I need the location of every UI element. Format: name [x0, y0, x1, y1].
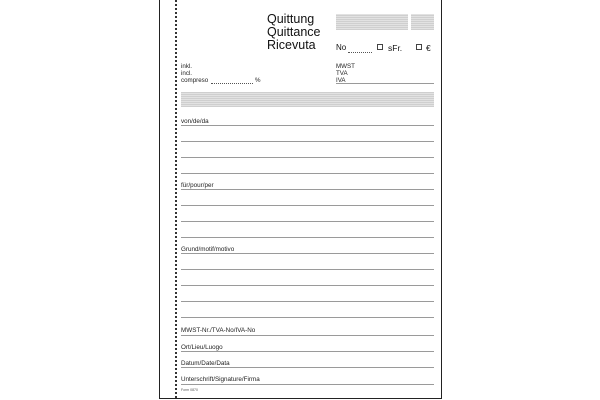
percent-sign: % — [255, 77, 261, 84]
no-label: No — [336, 43, 347, 52]
title-french: Quittance — [267, 25, 321, 39]
vat-no-label: MWST-Nr./TVA-No/IVA-No — [181, 327, 256, 334]
from-line-3[interactable] — [181, 157, 434, 158]
for-line-2[interactable] — [181, 205, 434, 206]
for-label: für/pour/per — [181, 182, 214, 189]
from-line-2[interactable] — [181, 141, 434, 142]
receipt-form — [159, 0, 442, 399]
reason-line-4[interactable] — [181, 301, 434, 302]
eur-label: € — [426, 43, 431, 53]
title-german: Quittung — [267, 12, 315, 26]
reason-line-5[interactable] — [181, 317, 434, 318]
date-line[interactable] — [181, 367, 434, 368]
vat-fr: TVA — [336, 70, 348, 77]
reason-line-2[interactable] — [181, 269, 434, 270]
place-line[interactable] — [181, 351, 434, 352]
receipt-number-box[interactable] — [336, 14, 408, 30]
vat-de: MWST — [336, 63, 355, 70]
incl-de: inkl. — [181, 63, 193, 70]
percent-dotted-line[interactable] — [211, 83, 253, 84]
form-code: Form 0870 — [181, 388, 198, 392]
title-italian: Ricevuta — [267, 38, 316, 52]
receipt-extra-box[interactable] — [411, 14, 434, 30]
perforation-line — [175, 0, 177, 398]
from-label: von/de/da — [181, 118, 209, 125]
eur-checkbox[interactable] — [416, 44, 422, 50]
vat-amount-line[interactable] — [336, 83, 434, 84]
signature-line[interactable] — [181, 384, 434, 385]
incl-fr: incl. — [181, 70, 193, 77]
date-label: Datum/Date/Data — [181, 360, 230, 367]
no-dotted-line — [348, 52, 372, 53]
from-line-4[interactable] — [181, 173, 434, 174]
vat-no-line[interactable] — [181, 335, 434, 336]
reason-line-1[interactable] — [181, 253, 434, 254]
from-line-1[interactable] — [181, 125, 434, 126]
chf-label: sFr. — [388, 43, 403, 53]
incl-it: compreso — [181, 77, 209, 84]
for-line-1[interactable] — [181, 189, 434, 190]
vat-it: IVA — [336, 77, 346, 84]
for-line-4[interactable] — [181, 237, 434, 238]
place-label: Ort/Lieu/Luogo — [181, 344, 223, 351]
amount-bar[interactable] — [181, 92, 434, 107]
reason-label: Grund/motif/motivo — [181, 246, 235, 253]
signature-label: Unterschrift/Signature/Firma — [181, 376, 260, 383]
for-line-3[interactable] — [181, 221, 434, 222]
chf-checkbox[interactable] — [377, 44, 383, 50]
reason-line-3[interactable] — [181, 285, 434, 286]
